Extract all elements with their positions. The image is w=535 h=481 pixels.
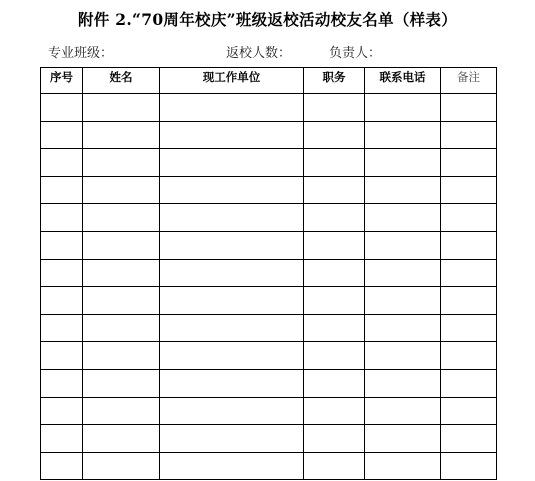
table-cell [365, 259, 441, 287]
table-cell [41, 452, 83, 480]
table-cell [83, 452, 160, 480]
table-cell [441, 121, 497, 149]
table-cell [41, 259, 83, 287]
table-cell [365, 369, 441, 397]
table-cell [41, 94, 83, 122]
table-cell [365, 94, 441, 122]
table-cell [83, 425, 160, 453]
table-row [41, 259, 497, 287]
table-cell [83, 176, 160, 204]
table-cell [160, 425, 304, 453]
table-cell [304, 121, 365, 149]
table-cell [304, 231, 365, 259]
table-cell [160, 149, 304, 177]
column-header-serial-number: 序号 [41, 68, 83, 94]
table-cell [441, 287, 497, 315]
table-cell [304, 397, 365, 425]
table-cell [83, 204, 160, 232]
table-row [41, 176, 497, 204]
table-cell [41, 231, 83, 259]
table-cell [304, 94, 365, 122]
table-cell [304, 425, 365, 453]
table-cell [160, 452, 304, 480]
table-cell [365, 452, 441, 480]
document-title: 附件 2.“70周年校庆”班级返校活动校友名单（样表） [77, 10, 458, 29]
table-cell [441, 259, 497, 287]
table-cell [41, 149, 83, 177]
table-cell [41, 397, 83, 425]
table-cell [441, 204, 497, 232]
table-row [41, 94, 497, 122]
table-cell [441, 342, 497, 370]
table-cell [83, 342, 160, 370]
table-cell [304, 342, 365, 370]
table-cell [41, 425, 83, 453]
column-header-phone: 联系电话 [365, 68, 441, 94]
table-row [41, 369, 497, 397]
table-cell [41, 121, 83, 149]
table-cell [160, 342, 304, 370]
alumni-roster-table [40, 67, 497, 480]
table-cell [83, 149, 160, 177]
table-row [41, 314, 497, 342]
table-cell [441, 314, 497, 342]
table-cell [365, 314, 441, 342]
table-row [41, 342, 497, 370]
table-header-row [41, 68, 497, 94]
table-cell [441, 149, 497, 177]
table-cell [304, 176, 365, 204]
table-cell [304, 314, 365, 342]
table-cell [304, 204, 365, 232]
table-cell [304, 287, 365, 315]
table-row [41, 425, 497, 453]
table-cell [83, 314, 160, 342]
table-cell [441, 425, 497, 453]
table-row [41, 231, 497, 259]
info-fields-row [0, 42, 535, 62]
column-header-employer: 现工作单位 [160, 68, 304, 94]
table-cell [441, 397, 497, 425]
table-cell [160, 176, 304, 204]
table-cell [41, 369, 83, 397]
table-row [41, 452, 497, 480]
table-row [41, 149, 497, 177]
table-cell [160, 204, 304, 232]
table-cell [304, 369, 365, 397]
return-count-field-label: 返校人数： [226, 46, 292, 61]
table-row [41, 121, 497, 149]
contact-person-field-label: 负责人： [329, 46, 382, 61]
table-cell [83, 369, 160, 397]
table-cell [83, 121, 160, 149]
table-cell [160, 287, 304, 315]
table-cell [304, 259, 365, 287]
table-cell [365, 204, 441, 232]
table-body [41, 94, 497, 480]
table-cell [160, 259, 304, 287]
table-cell [441, 369, 497, 397]
table-cell [160, 397, 304, 425]
table-cell [41, 176, 83, 204]
table-cell [441, 231, 497, 259]
table-cell [441, 176, 497, 204]
table-cell [83, 94, 160, 122]
column-header-remarks: 备注 [441, 68, 497, 94]
table-cell [160, 94, 304, 122]
table-cell [41, 287, 83, 315]
column-header-position: 职务 [304, 68, 365, 94]
class-field-label: 专业班级： [48, 46, 114, 61]
table-cell [160, 369, 304, 397]
table-cell [83, 287, 160, 315]
table-cell [365, 287, 441, 315]
table-cell [160, 121, 304, 149]
table-cell [304, 149, 365, 177]
table-cell [160, 231, 304, 259]
table-row [41, 287, 497, 315]
table-cell [365, 342, 441, 370]
table-cell [365, 397, 441, 425]
table-cell [41, 314, 83, 342]
table-cell [83, 259, 160, 287]
table-cell [365, 176, 441, 204]
column-header-name: 姓名 [83, 68, 160, 94]
table-cell [365, 425, 441, 453]
table-row [41, 397, 497, 425]
table-cell [441, 452, 497, 480]
table-cell [160, 314, 304, 342]
table-cell [365, 149, 441, 177]
table-cell [83, 231, 160, 259]
table-cell [41, 204, 83, 232]
table-cell [304, 452, 365, 480]
table-cell [365, 231, 441, 259]
table-cell [41, 342, 83, 370]
table-cell [365, 121, 441, 149]
table-cell [83, 397, 160, 425]
table-cell [441, 94, 497, 122]
table-row [41, 204, 497, 232]
